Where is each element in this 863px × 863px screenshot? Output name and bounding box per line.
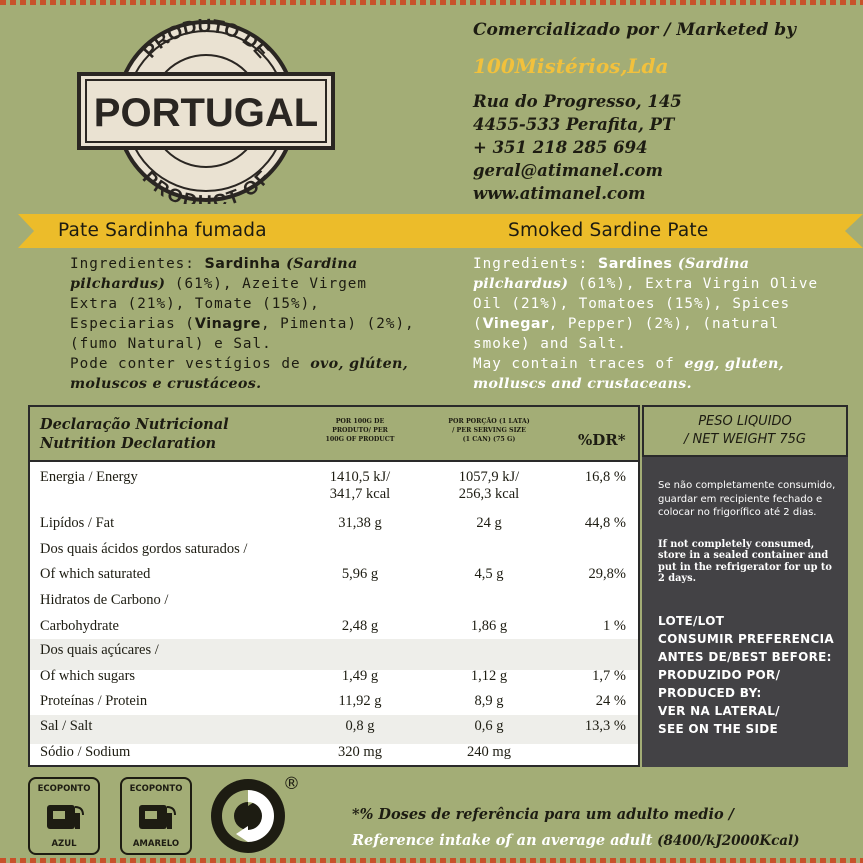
- table-row: [30, 592, 638, 618]
- value-dr: 29,8%: [588, 566, 626, 582]
- value-per-serving: 1,12 g: [470, 668, 508, 684]
- value-kcal: 341,7 kcal: [329, 486, 391, 502]
- value-dr: 16,8 %: [584, 469, 626, 485]
- nutrient-label: Dos quais ácidos gordos saturados /: [40, 541, 248, 557]
- nutrient-label: Dos quais açúcares /: [40, 642, 159, 658]
- table-row: [30, 541, 638, 567]
- ingredient-allergen: Vinagre: [194, 316, 261, 332]
- nutrient-label: Lipídos / Fat: [40, 515, 115, 531]
- value-per-100g: 11,92 g: [338, 693, 382, 709]
- value-kcal: 256,3 kcal: [458, 486, 520, 502]
- value-per-100g: 320 mg: [338, 744, 382, 760]
- nutrient-label: Sal / Salt: [40, 718, 93, 734]
- traces-text: Pode conter vestígios de: [70, 356, 311, 372]
- value-per-serving: 0,6 g: [474, 718, 504, 734]
- nutrient-label: Sódio / Sodium: [40, 744, 131, 760]
- nutrition-title-pt: Declaração Nutricional: [40, 416, 229, 433]
- net-weight-line: / NET WEIGHT 75G: [684, 432, 806, 447]
- value-per-100g: 31,38 g: [338, 515, 382, 531]
- column-per-100g-line: PRODUTO/ PER: [332, 427, 388, 434]
- see-side-line: SEE ON THE SIDE: [658, 721, 779, 736]
- table-row: [30, 639, 638, 670]
- nutrient-label: Proteínas / Protein: [40, 693, 148, 709]
- phone-line: + 351 218 285 694: [473, 138, 648, 157]
- net-weight-box: [642, 405, 848, 457]
- column-per-100g-line: POR 100G DE: [335, 418, 385, 425]
- table-row: [30, 469, 638, 519]
- column-per-100g: [316, 417, 404, 444]
- table-row: [30, 668, 638, 694]
- badge-top-text: PRODUTO DE: [139, 18, 273, 63]
- table-row: [30, 715, 638, 744]
- top-border: [0, 0, 863, 5]
- traces-allergens: ovo, glúten, moluscos e crustáceos.: [70, 356, 409, 392]
- best-before-line: ANTES DE/BEST BEFORE:: [658, 649, 832, 664]
- ecoponto-color-label: AMARELO: [132, 839, 180, 849]
- ingredient-list: (61%), Extra Virgin Olive Oil (21%), Tomatoes (15%), Spices (: [473, 276, 819, 332]
- nutrition-table-header: [30, 407, 638, 462]
- value-dr: 13,3 %: [584, 718, 626, 734]
- table-row: [30, 566, 638, 592]
- lot-info: [658, 612, 838, 738]
- ecoponto-label: ECOPONTO: [37, 784, 91, 794]
- reference-intake-value: (8400/kJ2000Kcal): [652, 833, 800, 849]
- bottom-border: [0, 858, 863, 863]
- value-per-serving: 4,5 g: [474, 566, 504, 582]
- value-kj: 1057,9 kJ/: [458, 469, 520, 485]
- address-line: Rua do Progresso, 145: [473, 92, 682, 111]
- column-per-serving-line: POR PORÇÃO (1 LATA): [448, 418, 530, 425]
- nutrition-title-en: Nutrition Declaration: [40, 435, 217, 452]
- registered-mark: ®: [283, 774, 300, 794]
- net-weight-line: PESO LIQUIDO: [698, 414, 792, 429]
- column-per-serving: [434, 417, 544, 444]
- product-name-pt: Pate Sardinha fumada: [58, 220, 267, 241]
- value-per-serving: 1,86 g: [470, 618, 508, 634]
- ecoponto-blue-icon: [28, 777, 100, 855]
- value-dr: 24 %: [595, 693, 626, 709]
- value-per-100g: [315, 469, 405, 503]
- badge-main-text: PORTUGAL: [93, 91, 319, 135]
- reference-intake-text: Reference intake of an average adult: [352, 832, 653, 849]
- ingredients-en: [473, 254, 833, 394]
- ecoponto-label: ECOPONTO: [129, 784, 183, 794]
- ingredient-allergen: Vinegar: [482, 316, 549, 332]
- storage-info-panel: [642, 457, 848, 767]
- value-per-serving: 8,9 g: [474, 693, 504, 709]
- ingredient-species: (Sardina pilchardus): [70, 256, 358, 292]
- storage-text-pt: Se não completamente consumido, guardar em recipiente fechado e colocar no frigorífico até 2 dias.: [658, 480, 836, 518]
- nutrient-label: Hidratos de Carbono /: [40, 592, 169, 608]
- traces-allergens: egg, gluten, molluscs and crustaceans.: [473, 356, 784, 392]
- ecoponto-color-label: AZUL: [51, 839, 77, 849]
- recycle-bin-icon: [45, 801, 85, 831]
- nutrition-title: [40, 415, 229, 453]
- badge-bottom-text: PRODUCT OF: [138, 167, 275, 204]
- nutrient-label: Of which saturated: [40, 566, 151, 582]
- nutrient-label: Energia / Energy: [40, 469, 138, 485]
- produced-by-line: PRODUZIDO POR/: [658, 667, 781, 682]
- website-line: www.atimanel.com: [473, 184, 646, 203]
- ingredients-pt: [70, 254, 420, 394]
- column-dr: %DR*: [578, 431, 626, 449]
- value-dr: 44,8 %: [584, 515, 626, 531]
- postal-line: 4455-533 Perafita, PT: [473, 115, 675, 134]
- product-name-en: Smoked Sardine Pate: [508, 220, 709, 241]
- reference-intake-line: [352, 832, 800, 849]
- recycle-bin-icon: [137, 801, 177, 831]
- traces-text: May contain traces of: [473, 356, 685, 372]
- marketed-by-block: [473, 20, 853, 205]
- reference-intake-note: *% Doses de referência para um adulto medio /: [352, 806, 734, 823]
- value-kj: 1410,5 kJ/: [329, 469, 391, 485]
- ingredient-main: Sardines: [597, 256, 678, 272]
- company-name: 100Mistérios,Lda: [473, 54, 669, 78]
- value-per-100g: 5,96 g: [341, 566, 379, 582]
- see-side-line: VER NA LATERAL/: [658, 703, 780, 718]
- ingredient-species: (Sardina pilchardus): [473, 256, 750, 292]
- ecoponto-yellow-icon: [120, 777, 192, 855]
- marketed-by-title: Comercializado por / Marketed by: [473, 20, 797, 40]
- email-line: geral@atimanel.com: [473, 161, 663, 180]
- storage-text-en: If not completely consumed, store in a sealed container and put in the refrigerator for up to 2 days.: [658, 538, 832, 584]
- nutrient-label: Carbohydrate: [40, 618, 119, 634]
- produced-by-line: PRODUCED BY:: [658, 685, 762, 700]
- column-per-serving-line: (1 CAN) (75 G): [462, 436, 516, 443]
- lot-line: LOTE/LOT: [658, 613, 725, 628]
- best-before-line: CONSUMIR PREFERENCIA: [658, 631, 834, 646]
- ingredient-list-end: , Pepper) (2%), (natural smoke) and Salt.: [473, 316, 780, 352]
- value-per-100g: 1,49 g: [341, 668, 379, 684]
- ingredients-label: Ingredientes:: [70, 256, 205, 272]
- column-per-100g-line: 100G OF PRODUCT: [325, 436, 395, 443]
- ingredient-main: Sardinha: [204, 256, 287, 272]
- nutrition-table: [28, 405, 640, 767]
- table-row: [30, 515, 638, 541]
- value-per-serving: [444, 469, 534, 503]
- green-dot-icon: [210, 778, 286, 854]
- ingredient-list: (61%), Azeite Virgem Extra (21%), Tomate (15%), Especiarias (: [70, 276, 368, 332]
- column-per-serving-line: / PER SERVING SIZE: [452, 427, 526, 434]
- ingredients-label: Ingredients:: [473, 256, 598, 272]
- value-per-100g: 2,48 g: [341, 618, 379, 634]
- value-per-serving: 24 g: [476, 515, 502, 531]
- nutrient-label: Of which sugars: [40, 668, 136, 684]
- value-per-serving: 240 mg: [467, 744, 511, 760]
- ingredient-list-end: , Pimenta) (2%), (fumo Natural) e Sal.: [70, 316, 415, 352]
- value-per-100g: 0,8 g: [345, 718, 375, 734]
- table-row: [30, 744, 638, 766]
- product-of-portugal-badge: [75, 18, 337, 204]
- value-dr: 1 %: [603, 618, 626, 634]
- value-dr: 1,7 %: [592, 668, 626, 684]
